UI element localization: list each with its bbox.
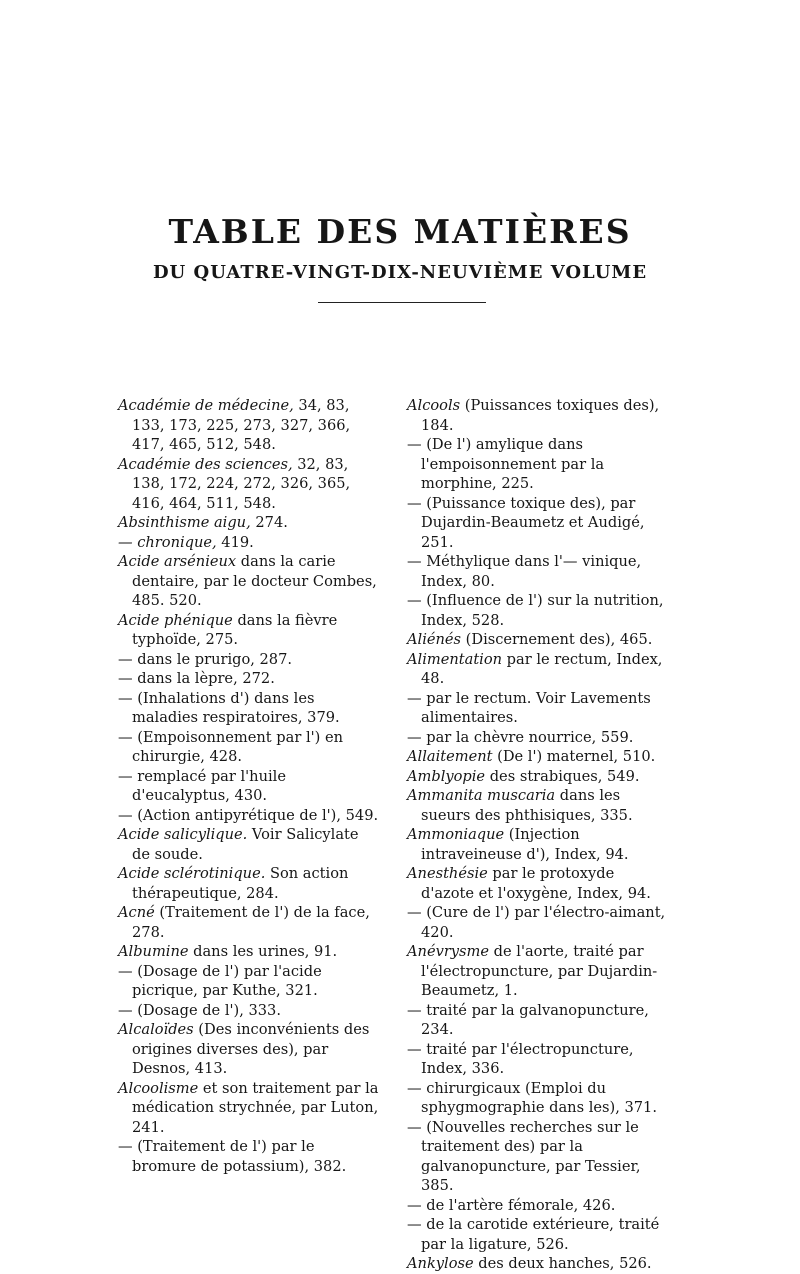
index-entry — [118, 1020, 380, 1079]
index-entry-text: dans les urines, 91. — [188, 943, 338, 960]
index-entry — [118, 864, 380, 903]
index-entry-text: — (Dosage de l') par l'acide picrique, par Kuthe, 321. — [118, 962, 322, 999]
index-entry-text: des strabiques, 549. — [485, 767, 640, 785]
index-entry — [118, 1079, 380, 1138]
index-entry-heading: Albumine — [118, 943, 189, 960]
index-entry — [118, 1001, 380, 1021]
index-entry-text: — (Influence de l') sur la nutrition, Index, 528. — [407, 592, 664, 629]
index-entry-text: — Méthylique dans l'— vinique, Index, 80. — [407, 553, 642, 590]
index-entry-heading: Académie des sciences, — [118, 455, 293, 473]
index-entry — [118, 552, 380, 611]
index-entry-heading: Alcoolisme — [118, 1079, 199, 1097]
index-entry-text: — (Traitement de l') par le bromure de potassium), 382. — [118, 1138, 347, 1175]
index-entry — [118, 689, 380, 728]
index-entry-text: dans les sueurs des phthisiques, 335. — [421, 787, 633, 824]
index-entry-heading: Alimentation — [407, 650, 503, 668]
index-entry-heading: Académie de médecine, — [118, 397, 294, 414]
index-entry-heading: — chronique, — [118, 533, 217, 551]
index-entry — [407, 1079, 669, 1118]
index-entry — [118, 825, 380, 864]
index-entry — [118, 611, 380, 650]
index-entry — [118, 903, 380, 942]
index-entry — [118, 669, 380, 689]
index-entry-text: — (Action antipyrétique de l'), 549. — [118, 806, 379, 824]
index-entry-heading: Acide salicylique. — [118, 826, 248, 843]
index-entry-text: — chirurgicaux (Emploi du sphygmographie dans les), 371. — [407, 1079, 657, 1116]
index-entry-heading: Allaitement — [407, 748, 493, 765]
index-entry-heading: Ammoniaque — [407, 826, 505, 843]
index-entry — [118, 513, 380, 533]
index-entry — [118, 650, 380, 670]
index-entry-text: Son action thérapeutique, 284. — [132, 865, 349, 902]
index-entry-heading: Acide phénique — [118, 611, 233, 629]
index-entry-text: — (Puissance toxique des), par Dujardin-Beaumetz et Audigé, 251. — [407, 494, 645, 551]
index-entry-heading: Alcaloïdes — [118, 1021, 194, 1038]
index-entry-text: par le protoxyde d'azote et l'oxygène, Index, 94. — [421, 865, 651, 902]
index-entry — [118, 767, 380, 806]
index-entry — [118, 806, 380, 826]
index-entry — [407, 747, 669, 767]
index-entry — [407, 1118, 669, 1196]
index-entry-text: — dans la lèpre, 272. — [118, 670, 275, 687]
index-entry-text: 274. — [250, 514, 288, 531]
index-entry-text: — (Dosage de l'), 333. — [118, 1001, 281, 1019]
index-entry-heading: Amblyopie — [407, 767, 486, 785]
index-entry-text: (Puissances toxiques des), 184. — [421, 397, 660, 434]
index-entry-heading: Ankylose — [407, 1255, 474, 1272]
index-entry-text: — traité par la galvanopuncture, 234. — [407, 1001, 649, 1038]
index-entry — [407, 942, 669, 1001]
index-entry — [407, 864, 669, 903]
index-entry-text: (Discernement des), 465. — [461, 631, 653, 648]
index-entry-text: des deux hanches, 526. — [473, 1255, 652, 1272]
index-entry — [118, 1137, 380, 1176]
page-title: TABLE DES MATIÈRES — [168, 212, 632, 251]
index-entry-heading: Absinthisme aigu, — [118, 514, 251, 531]
index-entry-text: — dans le prurigo, 287. — [118, 650, 293, 668]
index-entry — [407, 1040, 669, 1079]
index-entry-text: — (De l') amylique dans l'empoisonnement par la morphine, 225. — [407, 436, 605, 492]
index-entry-text: — (Empoisonnement par l') en chirurgie, 428. — [118, 728, 344, 765]
index-entry-heading: Anévrysme — [407, 943, 490, 960]
index-entry-text: 32, 83, 138, 172, 224, 272, 326, 365, 416, 464, 511, 548. — [132, 455, 351, 512]
index-entry — [118, 728, 380, 767]
index-entry — [118, 533, 380, 553]
index-entry — [407, 1001, 669, 1040]
index-entry-heading: Acide sclérotinique. — [118, 865, 266, 882]
index-entry — [407, 825, 669, 864]
index-entry-text: (Traitement de l') de la face, 278. — [132, 904, 370, 941]
index-entry-text: (Injection intraveineuse d'), Index, 94. — [421, 826, 629, 863]
index-entry-text: par le rectum, Index, 48. — [421, 650, 663, 687]
index-entry-text: — (Inhalations d') dans les maladies respiratoires, 379. — [118, 689, 340, 726]
index-entry-text: — par la chèvre nourrice, 559. — [407, 728, 634, 746]
index-entry-text: de l'aorte, traité par l'électropuncture, par Dujardin-Beaumetz, 1. — [421, 943, 658, 999]
index-entry — [407, 1254, 669, 1274]
index-entry-text: — remplacé par l'huile d'eucalyptus, 430. — [118, 767, 286, 804]
index-entry — [407, 396, 669, 435]
index-entry-heading: Aliénés — [407, 631, 462, 648]
index-entry-heading: Acide arsénieux — [118, 553, 237, 570]
index-column-right — [407, 396, 669, 1274]
index-entry — [407, 435, 669, 494]
index-entry-text: 34, 83, 133, 173, 225, 273, 327, 366, 417, 465, 512, 548. — [132, 397, 351, 453]
index-entry — [407, 1215, 669, 1254]
index-entry-text: dans la fièvre typhoïde, 275. — [132, 611, 338, 648]
index-entry-text: — (Cure de l') par l'électro-aimant, 420. — [407, 904, 666, 941]
index-entry-text: — traité par l'électropuncture, Index, 336. — [407, 1040, 634, 1077]
page-subtitle: DU QUATRE-VINGT-DIX-NEUVIÈME VOLUME — [152, 262, 648, 283]
index-entry — [118, 942, 380, 962]
index-entry — [407, 903, 669, 942]
index-entry — [407, 767, 669, 787]
index-column-left — [118, 396, 380, 1176]
index-entry — [407, 630, 669, 650]
index-entry-text: — de l'artère fémorale, 426. — [407, 1196, 616, 1214]
index-entry — [118, 396, 380, 455]
index-entry-text: — de la carotide extérieure, traité par la ligature, 526. — [407, 1216, 660, 1253]
index-entry-heading: Acné — [118, 904, 155, 921]
index-entry-text: et son traitement par la médication strychnée, par Luton, 241. — [132, 1079, 379, 1136]
index-entry — [118, 455, 380, 514]
index-entry — [407, 728, 669, 748]
index-entry — [118, 962, 380, 1001]
index-entry-text: — par le rectum. Voir Lavements alimentaires. — [407, 689, 651, 726]
index-entry-heading: Ammanita muscaria — [407, 787, 556, 804]
index-entry — [407, 689, 669, 728]
index-entry — [407, 494, 669, 553]
index-entry — [407, 552, 669, 591]
index-entry-text: — (Nouvelles recherches sur le traitement des) par la galvanopuncture, par Tessier, 385. — [407, 1118, 641, 1194]
index-entry-text: (Des inconvénients des origines diverses des), par Desnos, 413. — [132, 1021, 370, 1077]
index-entry — [407, 591, 669, 630]
index-entry-text: Voir Salicylate de soude. — [132, 826, 359, 863]
index-entry — [407, 650, 669, 689]
title-divider — [318, 302, 486, 303]
index-entry — [407, 786, 669, 825]
index-entry — [407, 1196, 669, 1216]
index-entry-text: dans la carie dentaire, par le docteur Combes, 485. 520. — [132, 553, 377, 609]
index-entry-heading: Alcools — [407, 397, 461, 414]
index-entry-text: (De l') maternel, 510. — [492, 748, 656, 765]
index-entry-text: 419. — [216, 533, 254, 551]
index-entry-heading: Anesthésie — [407, 865, 488, 882]
